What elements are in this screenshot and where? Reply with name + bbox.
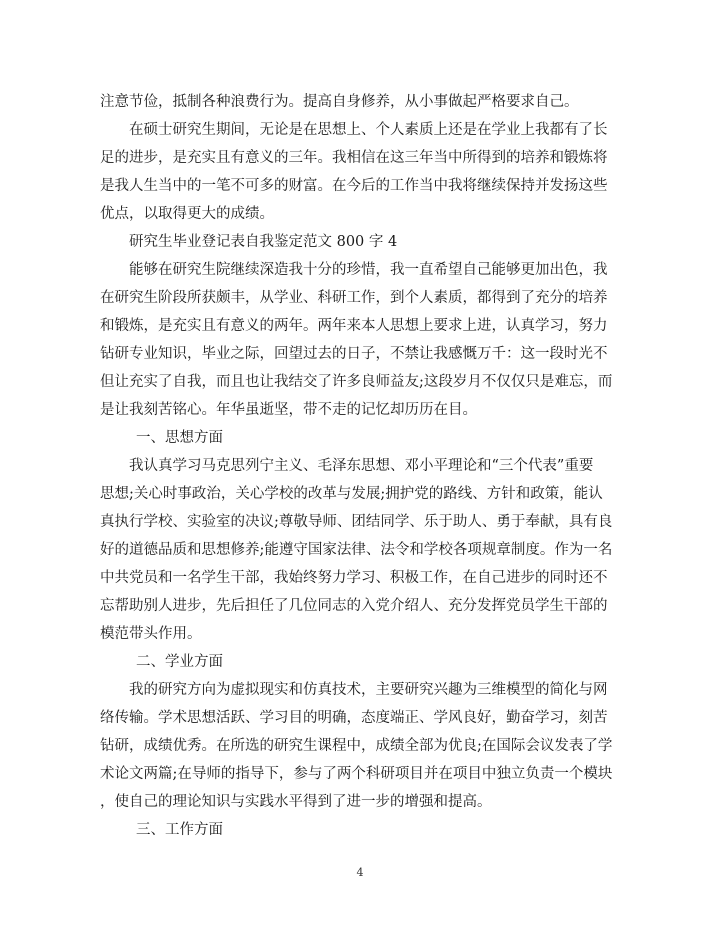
text-line: 模范带头作用。 bbox=[100, 626, 202, 642]
text-line: 和锻炼，是充实且有意义的两年。两年来本人思想上要求上进，认真学习，努力 bbox=[100, 318, 608, 334]
text-line: 是我人生当中的一笔不可多的财富。在今后的工作当中我将继续保持并发扬这些 bbox=[100, 178, 608, 194]
text-line: 思想;关心时事政治，关心学校的改革与发展;拥护党的路线、方针和政策，能认 bbox=[100, 486, 603, 502]
text-line: 忘帮助别人进步，先后担任了几位同志的入党介绍人、充分发挥党员学生干部的 bbox=[100, 598, 608, 614]
text-line: 优点，以取得更大的成绩。 bbox=[100, 206, 274, 222]
heading-academics: 二、学业方面 bbox=[136, 654, 223, 670]
text-line: 钻研专业知识，毕业之际，回望过去的日子，不禁让我感慨万千：这一段时光不 bbox=[100, 346, 608, 362]
text-line: ，使自己的理论知识与实践水平得到了进一步的增强和提高。 bbox=[100, 794, 492, 810]
text-line-paragraph-start: 我认真学习马克思列宁主义、毛泽东思想、邓小平理论和“三个代表”重要 bbox=[129, 458, 594, 474]
text-line-paragraph-start: 我的研究方向为虚拟现实和仿真技术，主要研究兴趣为三维模型的简化与网 bbox=[129, 682, 608, 698]
text-line: 但让充实了自我，而且也让我结交了许多良师益友;这段岁月不仅仅只是难忘，而 bbox=[100, 374, 613, 390]
text-line-paragraph-start: 能够在研究生院继续深造我十分的珍惜，我一直希望自己能够更加出色，我 bbox=[129, 262, 608, 278]
text-line-continuation: 注意节俭，抵制各种浪费行为。提高自身修养，从小事做起严格要求自己。 bbox=[100, 94, 579, 110]
text-line: 好的道德品质和思想修养;能遵守国家法律、法令和学校各项规章制度。作为一名 bbox=[100, 542, 613, 558]
page-number: 4 bbox=[356, 866, 364, 879]
heading-work: 三、工作方面 bbox=[136, 822, 223, 838]
heading-ideology: 一、思想方面 bbox=[136, 430, 223, 446]
text-line: 中共党员和一名学生干部，我始终努力学习、积极工作，在自己进步的同时还不 bbox=[100, 570, 608, 586]
text-line: 钻研，成绩优秀。在所选的研究生课程中，成绩全部为优良;在国际会议发表了学 bbox=[100, 738, 613, 754]
text-line-paragraph-start: 在硕士研究生期间，无论是在思想上、个人素质上还是在学业上我都有了长 bbox=[129, 122, 608, 138]
text-line: 真执行学校、实验室的决议;尊敬导师、团结同学、乐于助人、勇于奉献，具有良 bbox=[100, 514, 613, 530]
text-line: 足的进步，是充实且有意义的三年。我相信在这三年当中所得到的培养和锻炼将 bbox=[100, 150, 608, 166]
text-line: 是让我刻苦铭心。年华虽逝坚，带不走的记忆却历历在目。 bbox=[100, 402, 477, 418]
text-line: 在研究生阶段所获颇丰，从学业、科研工作，到个人素质，都得到了充分的培养 bbox=[100, 290, 608, 306]
text-line: 术论文两篇;在导师的指导下，参与了两个科研项目并在项目中独立负责一个模块 bbox=[100, 766, 613, 782]
section-title: 研究生毕业登记表自我鉴定范文 800 字 4 bbox=[129, 234, 398, 250]
text-line: 络传输。学术思想活跃、学习目的明确，态度端正、学风良好，勤奋学习，刻苦 bbox=[100, 710, 608, 726]
